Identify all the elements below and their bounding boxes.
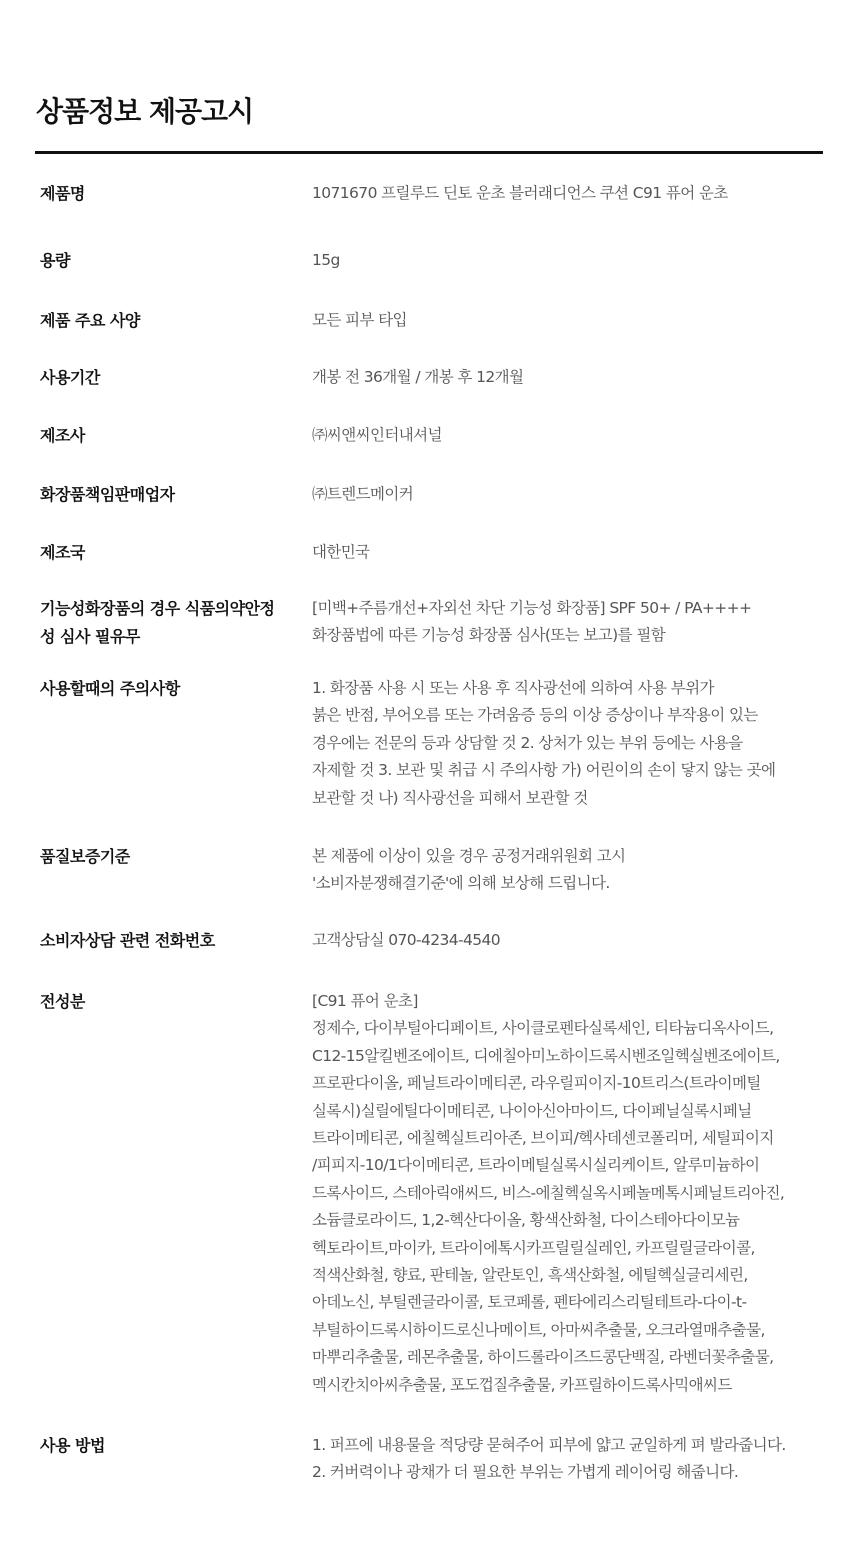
row-label-line: 식품의약안정성 심사 필유무 — [40, 599, 275, 646]
row-value-line: 15g — [312, 251, 340, 269]
row-label — [40, 481, 280, 509]
row-value-line: 1071670 프릴루드 딘토 운초 블러래디언스 쿠션 C91 퓨어 운초 — [312, 184, 728, 202]
row-value-line: 본 제품에 이상이 있을 경우 공정거래위원회 고시 — [312, 847, 626, 865]
row-value — [312, 180, 827, 207]
row-label — [40, 843, 280, 871]
row-value-line: 트라이메티콘, 에칠헥실트리아존, 브이피/헥사데센코폴리머, 세틸피이지 — [312, 1129, 774, 1148]
row-value-line: 대한민국 — [312, 543, 370, 561]
row-value-line: 개봉 전 36개월 / 개봉 후 12개월 — [312, 368, 524, 386]
row-label — [40, 180, 280, 208]
row-value-line: 드록사이드, 스테아릭애씨드, 비스-에칠헥실옥시페놀메톡시페닐트리아진, — [312, 1183, 785, 1202]
row-value — [312, 539, 827, 566]
row-value — [312, 422, 827, 449]
row-value-line: 마뿌리추출물, 레몬추출물, 하이드롤라이즈드콩단백질, 라벤더꽃추출물, — [312, 1348, 774, 1367]
row-label — [40, 539, 280, 567]
row-label-line: 사용할때의 주의사항 — [40, 679, 180, 698]
row-value-line: 정제수, 다이부틸아디페이트, 사이클로펜타실록세인, 티타늄디옥사이드, — [312, 1019, 774, 1038]
row-label — [40, 422, 280, 450]
row-value-line: '소비자분쟁해결기준'에 의해 보상해 드립니다. — [312, 874, 610, 893]
row-value — [312, 595, 827, 650]
row-label-line: 전성분 — [40, 992, 85, 1011]
row-label — [40, 247, 280, 275]
row-value-line: 붉은 반점, 부어오름 또는 가려움증 등의 이상 증상이나 부작용이 있는 — [312, 706, 758, 725]
row-value-line: 멕시칸치아씨추출물, 포도껍질추출물, 카프릴하이드록사믹애씨드 — [312, 1375, 732, 1394]
row-value — [312, 364, 827, 391]
row-value-line: /피피지-10/1다이메티콘, 트라이메틸실록시실리케이트, 알루미늄하이 — [312, 1156, 760, 1175]
row-value — [312, 247, 827, 274]
row-value-line: [미백+주름개선+자외선 차단 기능성 화장품] SPF 50+ / PA++++ — [312, 599, 752, 617]
row-label — [40, 927, 280, 955]
title-divider — [35, 151, 823, 154]
row-label-line: 제조사 — [40, 426, 85, 445]
row-label-line: 소비자상담 관련 전화번호 — [40, 931, 215, 950]
row-value — [312, 927, 827, 954]
row-label-line: 품질보증기준 — [40, 847, 130, 866]
row-value-line: 화장품법에 따른 기능성 화장품 심사(또는 보고)를 필함 — [312, 626, 666, 645]
row-label-line: 제품명 — [40, 184, 85, 203]
row-value-line: ㈜씨앤씨인터내셔널 — [312, 426, 442, 444]
row-label — [40, 364, 280, 392]
row-value — [312, 481, 827, 508]
row-label — [40, 675, 280, 703]
row-value-line: 2. 커버력이나 광채가 더 필요한 부위는 가볍게 레이어링 해줍니다. — [312, 1463, 739, 1482]
row-value-line: 모든 피부 타입 — [312, 311, 407, 329]
row-value-line: 프로판다이올, 페닐트라이메티콘, 라우릴피이지-10트리스(트라이메틸 — [312, 1074, 761, 1093]
row-label-line: 제품 주요 사양 — [40, 311, 140, 330]
row-label — [40, 988, 280, 1016]
row-label — [40, 595, 280, 651]
row-value — [312, 1432, 827, 1487]
row-value-line: 아데노신, 부틸렌글라이콜, 토코페롤, 펜타에리스리틸테트라-다이-t- — [312, 1293, 747, 1312]
row-value — [312, 675, 827, 812]
row-label-line: 사용기간 — [40, 368, 100, 387]
row-label-line: 기능성화장품의 경우 — [40, 599, 180, 618]
row-value-line: 보관할 것 나) 직사광선을 피해서 보관할 것 — [312, 788, 588, 807]
row-value-line: 1. 화장품 사용 시 또는 사용 후 직사광선에 의하여 사용 부위가 — [312, 679, 714, 697]
row-value-line: 고객상담실 070-4234-4540 — [312, 931, 501, 949]
row-value — [312, 307, 827, 334]
row-label — [40, 307, 280, 335]
row-label-line: 화장품책임판매업자 — [40, 485, 175, 504]
row-value — [312, 843, 827, 898]
row-value-line: 실록시)실릴에틸다이메티콘, 나이아신아마이드, 다이페닐실록시페닐 — [312, 1101, 752, 1120]
row-label-line: 사용 방법 — [40, 1436, 105, 1455]
row-label — [40, 1432, 280, 1460]
row-value-line: 부틸하이드록시하이드로신나메이트, 아마씨추출물, 오크라열매추출물, — [312, 1320, 765, 1339]
row-value-line: [C91 퓨어 운초] — [312, 992, 418, 1010]
row-value-line: 적색산화철, 향료, 판테놀, 알란토인, 흑색산화철, 에틸헥실글리세린, — [312, 1266, 748, 1285]
row-value — [312, 988, 827, 1399]
row-label-line: 제조국 — [40, 543, 85, 562]
page-title: 상품정보 제공고시 — [36, 95, 254, 128]
row-value-line: C12-15알킬벤조에이트, 디에칠아미노하이드록시벤조일헥실벤조에이트, — [312, 1046, 780, 1065]
row-value-line: ㈜트렌드메이커 — [312, 485, 414, 503]
row-value-line: 헥토라이트,마이카, 트라이에톡시카프릴릴실레인, 카프릴릴글라이콜, — [312, 1238, 755, 1257]
row-value-line: 1. 퍼프에 내용물을 적당량 묻혀주어 피부에 얇고 균일하게 펴 발라줍니다. — [312, 1436, 786, 1454]
row-value-line: 경우에는 전문의 등과 상담할 것 2. 상처가 있는 부위 등에는 사용을 — [312, 733, 743, 752]
row-label-line: 용량 — [40, 251, 70, 270]
row-value-line: 자제할 것 3. 보관 및 취급 시 주의사항 가) 어린이의 손이 닿지 않는 곳에 — [312, 761, 776, 780]
row-value-line: 소듐클로라이드, 1,2-헥산다이올, 황색산화철, 다이스테아다이모늄 — [312, 1211, 740, 1230]
